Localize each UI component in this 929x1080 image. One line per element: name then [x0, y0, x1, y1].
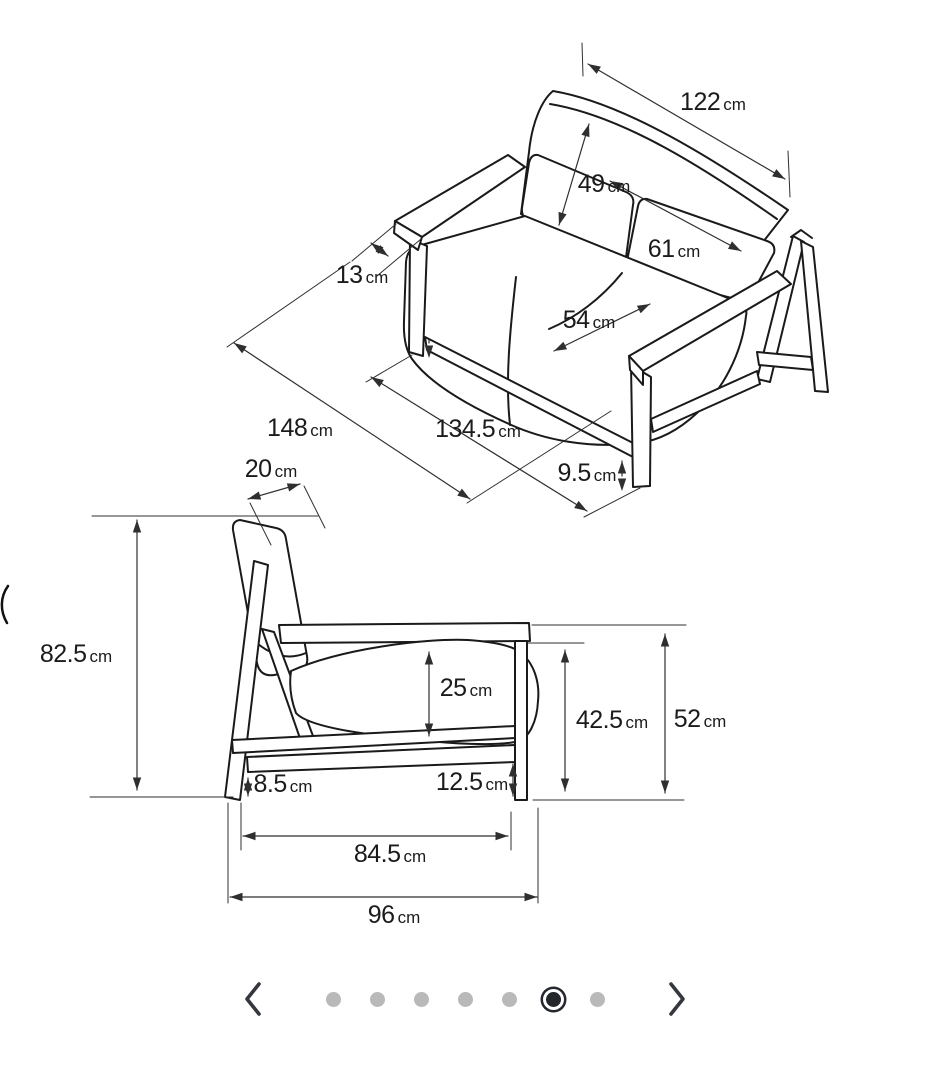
dimension-label-armrest-width: 13 cm — [335, 261, 389, 289]
dimension-label-seat-frame-height: 12.5 cm — [435, 768, 509, 796]
carousel-dot-7[interactable] — [590, 992, 605, 1007]
dimension-label-inner-width: 134.5 cm — [435, 415, 521, 443]
dimension-label-backrest-cushion-height: 49 cm — [577, 170, 631, 198]
carousel-dot-2[interactable] — [370, 992, 385, 1007]
dimension-label-overall-width: 148 cm — [267, 414, 333, 442]
carousel-dot-5[interactable] — [502, 992, 517, 1007]
dimension-label-stretcher-height: 8.5 cm — [253, 770, 313, 798]
dimension-label-backrest-thickness: 20 cm — [244, 455, 298, 483]
carousel-next-button[interactable] — [664, 979, 690, 1019]
side-profile-view — [225, 520, 538, 800]
cropped-edge-artifact — [2, 586, 8, 623]
carousel-dots — [326, 992, 605, 1007]
carousel-prev-button[interactable] — [240, 979, 266, 1019]
dimension-label-overall-depth: 96 cm — [367, 901, 421, 929]
chevron-right-icon — [667, 981, 687, 1017]
dimension-label-backrest-cushion-width: 61 cm — [647, 235, 701, 263]
dimension-label-floor-to-armrest-underside: 42.5 cm — [575, 706, 649, 734]
carousel-dot-6-active[interactable] — [546, 992, 561, 1007]
carousel-dot-4[interactable] — [458, 992, 473, 1007]
dimension-label-overall-height: 82.5 cm — [39, 640, 113, 668]
chevron-left-icon — [243, 981, 263, 1017]
dimension-label-seat-to-armrest: 25 cm — [439, 674, 493, 702]
dimension-label-back-top-width: 122 cm — [680, 88, 746, 116]
dimension-label-leg-height: 9.5 cm — [557, 459, 617, 487]
image-carousel-controls — [240, 975, 690, 1023]
carousel-dot-3[interactable] — [414, 992, 429, 1007]
carousel-dot-1[interactable] — [326, 992, 341, 1007]
dimension-label-inner-depth: 84.5 cm — [353, 840, 427, 868]
dimension-label-seat-cushion-depth: 54 cm — [562, 306, 616, 334]
dimension-label-armrest-height: 52 cm — [673, 705, 727, 733]
